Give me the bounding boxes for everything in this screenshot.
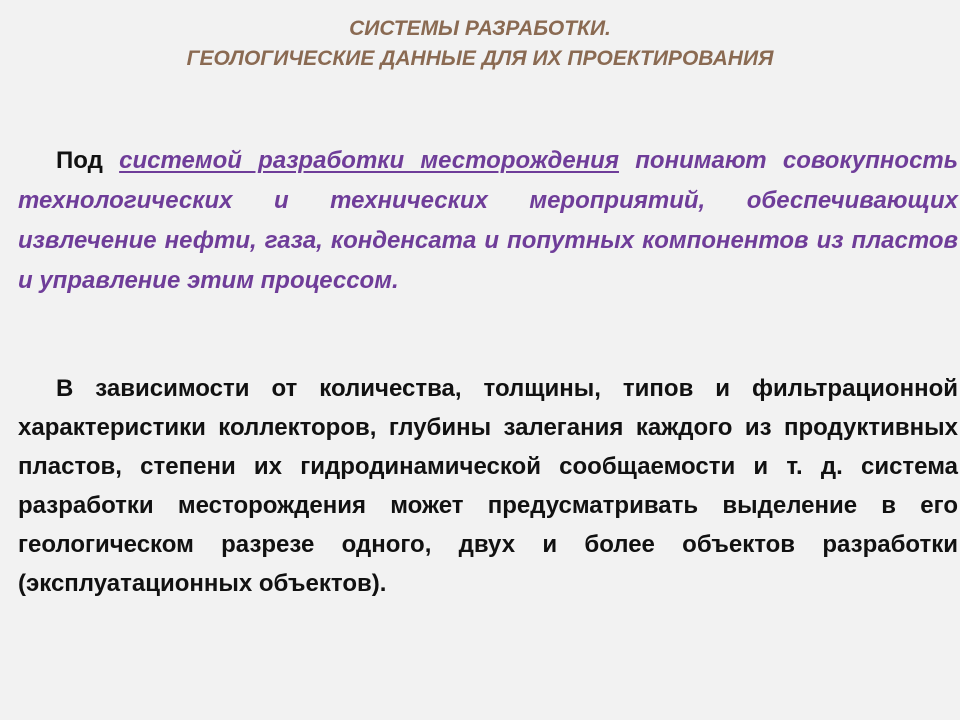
definition-text: понимают совокупность технологических и технических мероприятий, обеспечивающих извлечение нефти, газа, конденсата и попутных компонентов из пластов и управление этим процессом. — [18, 147, 959, 294]
definition-term: системой разработки месторождения — [119, 147, 619, 174]
slide-title-line-2: ГЕОЛОГИЧЕСКИЕ ДАННЫЕ ДЛЯ ИХ ПРОЕКТИРОВАНИЯ — [186, 47, 774, 70]
definition-lead-word: Под — [56, 147, 103, 174]
definition-paragraph — [18, 141, 958, 301]
body-paragraph: В зависимости от количества, толщины, типов и фильтрационной характеристики коллекторов, глубины залегания каждого из продуктивных пластов, степени их гидродинамической сообщаемости и т. д. система разработки месторождения может предусматривать выделение в его геологическом разрезе одного, двух и более объектов разработки (эксплуатационных объектов). — [18, 375, 958, 597]
slide-title-line-1: СИСТЕМЫ РАЗРАБОТКИ. — [349, 17, 611, 40]
slide-title — [60, 14, 900, 74]
